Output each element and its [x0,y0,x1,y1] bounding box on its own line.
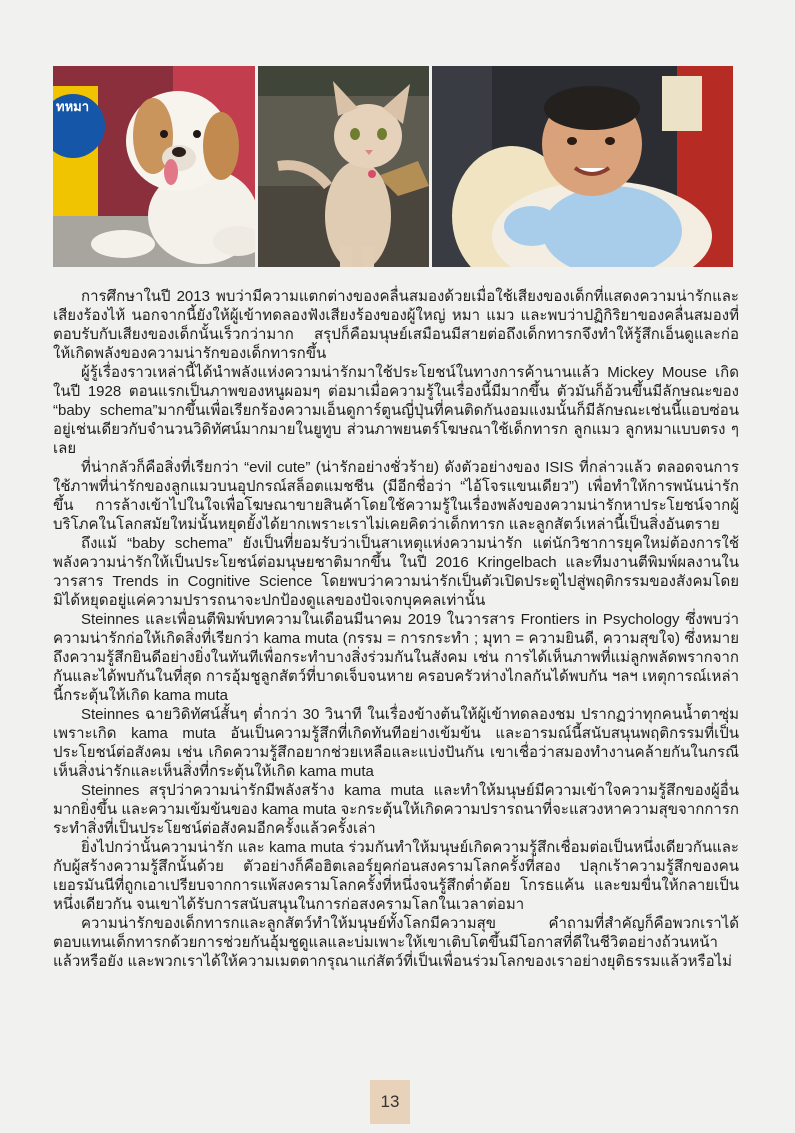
paragraph: Steinnes สรุปว่าความน่ารักมีพลังสร้าง kama muta และทำให้มนุษย์มีความเข้าใจความรู้สึกของผู้อื่นมากยิ่งขึ้น และความเข้มข้นของ kama muta จะกระตุ้นให้เกิดความปรารถนาที่จะแสวงหาความสุขจากการกระทำสิ่งที่เป็นประโยชน์ต่อสังคมอีกครั้งแล้วครั้งเล่า [53,782,739,837]
paragraph: ความน่ารักของเด็กทารกและลูกสัตว์ทำให้มนุษย์ทั้งโลกมีความสุข คำถามที่สำคัญก็คือพวกเราได้ตอบแทนเด็กทารกด้วยการช่วยกันอุ้มชูดูแลและบ่มเพาะให้เขาเติบโตขึ้นมีโอกาสที่ดีในชีวิตอย่างถ้วนหน้าแล้วหรือยัง และพวกเราได้ให้ความเมตตากรุณาแก่สัตว์ที่เป็นเพื่อนร่วมโลกของเราอย่างยุติธรรมแล้วหรือไม่ [53,915,739,970]
paragraph: Steinnes ฉายวิดิทัศน์สั้นๆ ต่ำกว่า 30 วินาที ในเรื่องข้างต้นให้ผู้เข้าทดลองชม ปรากฏว่าทุกคนน้ำตาซุ่มเพราะเกิด kama muta อันเป็นความรู้สึกที่เกิดทันทีอย่างเข้มข้น และอารมณ์นี้สนับสนุนพฤติกรรมที่เป็นประโยชน์ต่อสังคม เช่น เกิดความรู้สึกอยากช่วยเหลือและแบ่งปันกัน เขาเชื่อว่าสมองทำงานคล้ายกันในกรณีเห็นสิ่งน่ารักและเห็นสิ่งที่กระตุ้นให้เกิด kama muta [53,706,739,780]
kitten-photo [258,66,429,267]
paragraph: ถึงแม้ “baby schema” ยังเป็นที่ยอมรับว่าเป็นสาเหตุแห่งความน่ารัก แต่นักวิชาการยุคใหม่ต้องการใช้พลังความน่ารักให้เป็นประโยชน์ต่อมนุษยชาติมากขึ้น ในปี 2016 Kringelbach และทีมงานตีพิมพ์ผลงานในวารสาร Trends in Cognitive Science โดยพบว่าความน่ารักเป็นตัวเปิดประตูไปสู่พฤติกรรมของสังคมโดยมิได้หยุดอยู่แค่ความปรารถนาจะปกป้องดูแลของปัจเจกบุคคลเท่านั้น [53,535,739,609]
baby-photo [432,66,733,267]
article-body [53,287,739,971]
page-number: 13 [370,1080,410,1124]
sign-text: ทหมา [56,99,90,114]
puppy-photo [53,66,255,267]
paragraph: ผู้รู้เรื่องราวเหล่านี้ได้นำพลังแห่งความน่ารักมาใช้ประโยชน์ในทางการค้านานแล้ว Mickey Mouse เกิดในปี 1928 ตอนแรกเป็นภาพของหนูผอมๆ ต่อมาเมื่อความรู้ในเรื่องนี้มีมากขึ้น ตัวมันก็อ้วนขึ้นมีลักษณะของ “baby schema”มากขึ้นเพื่อเรียกร้องความเอ็นดูการ์ตูนญี่ปุ่นที่คนติดกันงอมแงมนั้นก็มีลักษณะเช่นนี้แอบซ่อนอยู่เช่นเดียวกับจำนวนวิดิทัศน์มากมายในยูทูบ ส่วนภาพยนตร์โฆษณาใช้เด็กทารก ลูกแมว ลูกหมาแบบตรง ๆ เลย [53,364,739,457]
paragraph: ยิ่งไปกว่านั้นความน่ารัก และ kama muta ร่วมกันทำให้มนุษย์เกิดความรู้สึกเชื่อมต่อเป็นหนึ่งเดียวกันและกับผู้สร้างความรู้สึกนั้นด้วย ตัวอย่างก็คือฮิตเลอร์ยุคก่อนสงครามโลกครั้งที่สอง ปลุกเร้าความรู้สึกของคนเยอรมันนีที่ถูกเอาเปรียบจากการแพ้สงครามโลกครั้งที่หนึ่งจนรู้สึกต่ำต้อย โกรธแค้น และขมขื่นให้กลายเป็นหนึ่งเดียวกัน จนเขาได้รับการสนับสนุนในการก่อสงครามโลกในเวลาต่อมา [53,839,739,913]
paragraph: ที่น่ากลัวก็คือสิ่งที่เรียกว่า “evil cute” (น่ารักอย่างชั่วร้าย) ดังตัวอย่างของ ISIS ที่กล่าวแล้ว ตลอดจนการใช้ภาพที่น่ารักของลูกแมวบนอุปกรณ์สล็อตแมชชีน (มีอีกชื่อว่า “ไอ้โจรแขนเดียว”) เพื่อทำให้การพนันน่ารักขึ้น การล้างเข้าไปในใจเพื่อโฆษณาขายสินค้าโดยใช้ความรู้ในเรื่องพลังของความน่ารักหาประโยชน์จากผู้บริโภคในโลกสมัยใหม่นั้นหยุดยั้งได้ยากเพราะเราไม่เคยคิดว่าเด็กทารก และลูกสัตว์เหล่านี้เป็นสิ่งอันตราย [53,459,739,533]
paragraph: Steinnes และเพื่อนตีพิมพ์บทความในเดือนมีนาคม 2019 ในวารสาร Frontiers in Psychology ซึ่งพบว่าความน่ารักก่อให้เกิดสิ่งที่เรียกว่า kama muta (กรรม = การกระทำ ; มุทา = ความยินดี, ความสุขใจ) ซึ่งหมายถึงความรู้สึกยินดีอย่างยิ่งในทันทีเพื่อกระทำบางสิ่งร่วมกันในสังคม เช่น การได้เห็นภาพที่แม่ลูกพลัดพรากจากกันและได้พบกันในที่สุด การอุ้มชูลูกสัตว์ที่บาดเจ็บจนหาย ครอบครัวห่างไกลกันได้พบกัน ฯลฯ เหตุการณ์เหล่านี้กระตุ้นให้เกิด kama muta [53,611,739,704]
photo-strip [53,66,733,267]
paragraph: การศึกษาในปี 2013 พบว่ามีความแตกต่างของคลื่นสมองด้วยเมื่อใช้เสียงของเด็กที่แสดงความน่ารักและเสียงร้องไห้ นอกจากนี้ยังให้ผู้เข้าทดลองฟังเสียงร้องของผู้ใหญ่ หมา แมว และพบว่าปฏิกิริยาของคลื่นสมองที่ตอบรับกับเสียงของเด็กนั้นเร็วกว่ามาก สรุปก็คือมนุษย์เสมือนมีสายต่อถึงเด็กทารกจึงทำให้รู้สึกเอ็นดูและก่อให้เกิดพลังของความน่ารักของเด็กทารกขึ้น [53,288,739,362]
